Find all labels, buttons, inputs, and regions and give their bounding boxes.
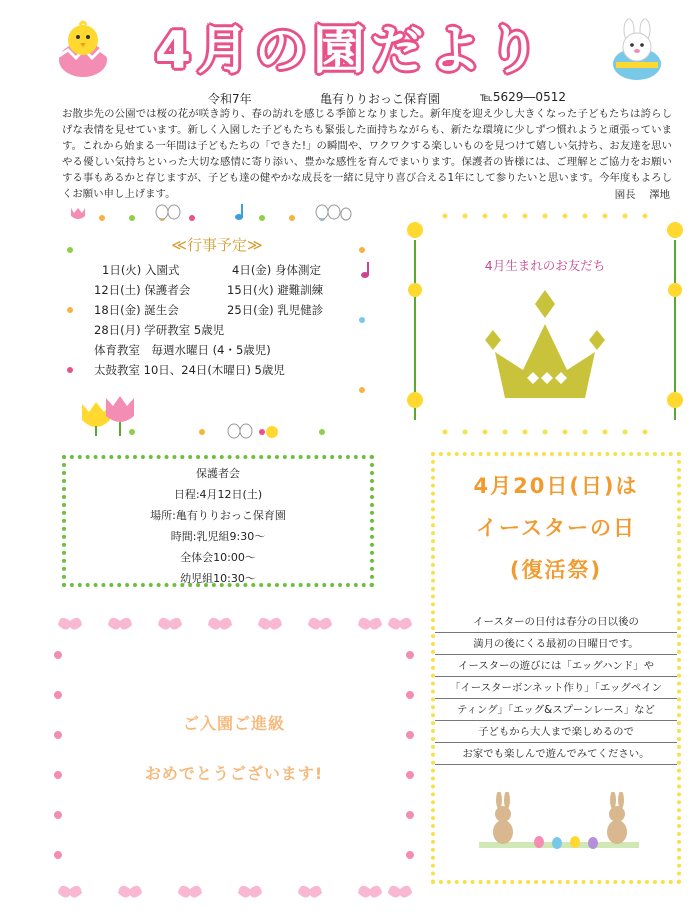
- congrats-line1: ご入園ご進級: [182, 714, 285, 733]
- meeting-time: 時間:乳児組9:30～: [170, 530, 266, 543]
- tulip-icon: [80, 396, 136, 436]
- meeting-general: 全体会10:00～: [180, 551, 256, 564]
- event-item: 18日(金) 誕生会: [94, 303, 179, 317]
- event-item: 25日(金) 乳児健診: [227, 303, 324, 317]
- page-title: 4月の園だより: [154, 21, 546, 81]
- easter-heading: 4月20日(日)は: [473, 474, 639, 498]
- butterfly-border: [50, 615, 418, 900]
- meeting-toddler: 幼児組10:30～: [180, 572, 256, 585]
- easter-body-line: イースターの日付は春分の日以後の: [435, 612, 677, 633]
- events-box: [62, 210, 372, 438]
- butterfly-icon: [226, 422, 286, 442]
- event-item: 4日(金) 身体測定: [232, 263, 321, 277]
- easter-body-line: お家でも楽しんで遊んでみてください。: [435, 744, 677, 765]
- phone-number: ℡5629―0512: [480, 90, 566, 104]
- meeting-title: 保護者会: [196, 467, 240, 480]
- school-name: 亀有りりおっこ保育園: [320, 92, 441, 106]
- music-note-icon: [360, 260, 374, 280]
- easter-heading: イースターの日: [476, 516, 636, 540]
- easter-heading: (復活祭): [509, 558, 603, 582]
- meeting-date: 日程:4月12日(土): [173, 488, 263, 501]
- bunny-icon: [479, 792, 639, 856]
- principal-signature: 園長 澤地: [614, 189, 670, 201]
- congrats-line2: おめでとうございます!: [144, 764, 324, 783]
- event-item: 太鼓教室 10日、24日(木曜日) 5歳児: [94, 363, 285, 377]
- birthday-title: 4月生まれのお友だち: [484, 258, 606, 273]
- event-item: 1日(火) 入園式: [102, 263, 180, 277]
- congrats-box: [50, 615, 418, 900]
- intro-paragraph: お散歩先の公園では桜の花が咲き誇り、春の訪れを感じる季節となりました。新年度を迎え少し大きくなった子どもたちは誇らしげな表情を見せています。新しく入園した子どもたちも緊張した面持ちながらも、新たな環境に少しずつ慣れようと頑張っています。これから始まる一年間は子どもたちの「できた!」の瞬間や、ワクワクする楽しいものを見つけて嬉しい気持ち、お友達を思いやる優しい気持ちといった大切な感情に寄り添い、豊かな感性を育んでまいります。保護者の皆様には、ご理解とご協力をお願いする事もあるかと存じますが、子ども達の健やかな成長を一緒に見守り喜び合える1年にして参りたいと思います。今年度もよろしくお願い申し上げます。: [62, 108, 672, 200]
- event-item: 体育教室 毎週水曜日 (4・5歳児): [94, 343, 271, 357]
- butterfly-icon: [155, 204, 181, 224]
- tulip-icon: [68, 206, 88, 222]
- music-note-icon: [234, 202, 248, 222]
- events-title: ≪行事予定≫: [171, 236, 263, 254]
- easter-body-line: ティング」「エッグ&スプーンレース」など: [435, 700, 677, 721]
- easter-body-line: イースターの遊びには「エッグハンド」や: [435, 656, 677, 677]
- event-item: 12日(土) 保護者会: [94, 283, 191, 297]
- event-item: 28日(月) 学研教室 5歳児: [94, 323, 225, 337]
- easter-box: [431, 452, 681, 884]
- birthday-box: [405, 210, 685, 438]
- meeting-place: 場所:亀有りりおっこ保育園: [150, 509, 286, 522]
- event-item: 15日(火) 避難訓練: [227, 283, 324, 297]
- era-label: 令和7年: [208, 92, 252, 106]
- easter-body-line: 満月の後にくる最初の日曜日です。: [435, 634, 677, 655]
- meeting-box: [62, 455, 374, 587]
- crown-icon: [485, 290, 605, 400]
- easter-body-line: 子どもから大人まで楽しめるので: [435, 722, 677, 743]
- butterfly-icon: [314, 204, 354, 224]
- easter-body-line: 「イースターボンネット作り」「エッグペイン: [435, 678, 677, 699]
